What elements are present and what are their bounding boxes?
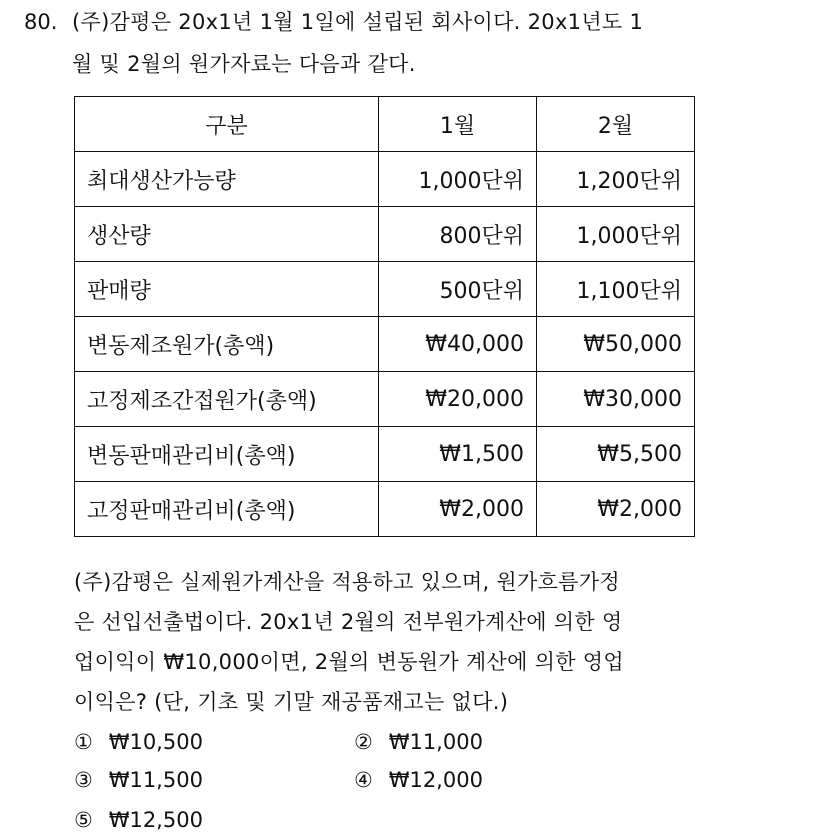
choice-2-text: ₩11,000 (388, 730, 483, 754)
row-label: 변동판매관리비(총액) (75, 427, 379, 482)
january-value: ₩40,000 (379, 317, 537, 372)
table-row (75, 427, 695, 482)
question-stem-line-1: (주)감평은 20x1년 1월 1일에 설립된 회사이다. 20x1년도 1 (72, 10, 644, 34)
february-value: ₩2,000 (537, 482, 695, 537)
table-row (75, 262, 695, 317)
table-header-row (75, 97, 695, 152)
table-row (75, 482, 695, 537)
question-body-line-1: (주)감평은 실제원가계산을 적용하고 있으며, 원가흐름가정 (74, 570, 620, 594)
choice-3-marker: ③ (74, 768, 93, 792)
question-body-line-4: 이익은? (단, 기초 및 기말 재공품재고는 없다.) (74, 690, 509, 714)
choice-1-marker: ① (74, 730, 93, 754)
choice-2[interactable] (354, 728, 483, 756)
choice-5-text: ₩12,500 (108, 808, 203, 832)
choice-5-marker: ⑤ (74, 808, 93, 832)
header-category: 구분 (75, 97, 379, 152)
row-label: 생산량 (75, 207, 379, 262)
choice-4-marker: ④ (354, 768, 373, 792)
row-label: 최대생산가능량 (75, 152, 379, 207)
row-label: 변동제조원가(총액) (75, 317, 379, 372)
january-value: ₩20,000 (379, 372, 537, 427)
january-value: 800단위 (379, 207, 537, 262)
question-stem-line-2: 월 및 2월의 원가자료는 다음과 같다. (72, 52, 416, 76)
choice-2-marker: ② (354, 730, 373, 754)
question-number: 80. (24, 10, 58, 34)
row-label: 판매량 (75, 262, 379, 317)
choice-4-text: ₩12,000 (388, 768, 483, 792)
february-value: ₩30,000 (537, 372, 695, 427)
january-value: 500단위 (379, 262, 537, 317)
february-value: ₩5,500 (537, 427, 695, 482)
header-january: 1월 (379, 97, 537, 152)
choice-3-text: ₩11,500 (108, 768, 203, 792)
question-body-line-2: 은 선입선출법이다. 20x1년 2월의 전부원가계산에 의한 영 (74, 610, 623, 634)
choice-3[interactable] (74, 766, 203, 794)
january-value: 1,000단위 (379, 152, 537, 207)
table-row (75, 152, 695, 207)
february-value: ₩50,000 (537, 317, 695, 372)
choice-5[interactable] (74, 806, 203, 834)
february-value: 1,100단위 (537, 262, 695, 317)
header-february: 2월 (537, 97, 695, 152)
table-row (75, 372, 695, 427)
table-row (75, 207, 695, 262)
january-value: ₩1,500 (379, 427, 537, 482)
row-label: 고정제조간접원가(총액) (75, 372, 379, 427)
february-value: 1,200단위 (537, 152, 695, 207)
choice-1[interactable] (74, 728, 203, 756)
choice-1-text: ₩10,500 (108, 730, 203, 754)
row-label: 고정판매관리비(총액) (75, 482, 379, 537)
cost-data-table (74, 96, 695, 537)
table-row (75, 317, 695, 372)
february-value: 1,000단위 (537, 207, 695, 262)
choice-4[interactable] (354, 766, 483, 794)
question-body-line-3: 업이익이 ₩10,000이면, 2월의 변동원가 계산에 의한 영업 (74, 650, 624, 674)
january-value: ₩2,000 (379, 482, 537, 537)
